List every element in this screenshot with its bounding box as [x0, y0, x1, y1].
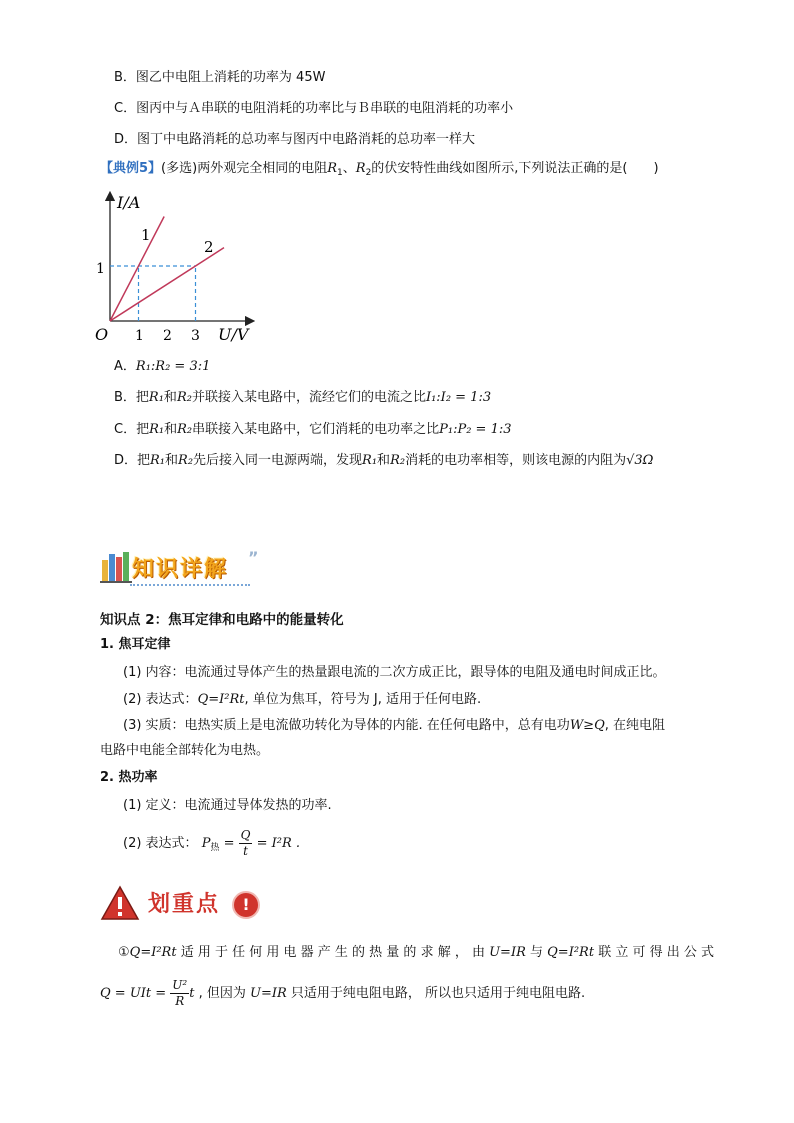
- option-a: A．R₁:R₂ = 3:1: [114, 359, 211, 374]
- quote-mark-icon: ”: [248, 548, 259, 567]
- option-d: D．把R₁和R₂先后接入同一电源两端，发现R₁和R₂消耗的电功率相等，则该电源的内阻为√3Ω: [114, 453, 654, 468]
- joule-law-essence: (3) 实质：电热实质上是电流做功转化为导体的内能. 在任何电路中，总有电功W≥Q, 在纯电阻: [123, 718, 665, 733]
- option-c-prev: C．图丙中与Ａ串联的电阻消耗的功率比与Ｂ串联的电阻消耗的功率小: [114, 101, 514, 116]
- keypoint-title: 划重点: [148, 892, 221, 917]
- y-axis-label: I/A: [117, 193, 141, 212]
- joule-law-essence-cont: 电路中电能全部转化为电热。: [100, 743, 270, 758]
- knowledge-point-title: 知识点 2：焦耳定律和电路中的能量转化: [100, 612, 344, 628]
- heat-power-expression: (2) 表达式： $P_热$ = $\frac{Q}{t}$ = I²R .: [123, 828, 301, 858]
- multi-select-note: (多选): [161, 161, 198, 176]
- option-b-prev: B．图乙中电阻上消耗的功率为 45W: [114, 70, 326, 85]
- y-tick-1: 1: [96, 261, 105, 277]
- keypoint-banner: [100, 883, 300, 923]
- q-over-t-fraction: $\frac{Q}{t}$: [240, 828, 251, 858]
- u2-over-r-fraction: $\frac{\text{U²}}{R}$: [172, 978, 188, 1008]
- keypoint-line-2: Q = UIt = $\frac{\text{U²}}{R}$ t , 但因为 U=IR 只适用于纯电阻电路， 所以也只适用于纯电阻电路.: [100, 978, 586, 1008]
- series-1-label: 1: [141, 226, 151, 244]
- example-tag: 【典例5】: [100, 161, 162, 176]
- joule-law-content: (1) 内容：电流通过导体产生的热量跟电流的二次方成正比，跟导体的电阻及通电时间成正比。: [123, 665, 666, 680]
- option-c: C．把R₁和R₂串联接入某电路中，它们消耗的电功率之比P₁:P₂ = 1:3: [114, 422, 512, 437]
- section-joule-law-title: 1. 焦耳定律: [100, 637, 171, 652]
- series-line-1: [110, 217, 164, 322]
- option-b: B．把R₁和R₂并联接入某电路中，流经它们的电流之比I₁:I₂ = 1:3: [114, 390, 492, 405]
- knowledge-banner: [100, 548, 280, 586]
- banner-underline: [130, 578, 250, 586]
- series-2-label: 2: [204, 238, 214, 256]
- x-axis-label: U/V: [218, 325, 249, 344]
- x-tick-2: 2: [163, 328, 172, 344]
- joule-law-expression: (2) 表达式：Q=I²Rt, 单位为焦耳，符号为 J, 适用于任何电路.: [123, 692, 482, 707]
- heat-power-definition: (1) 定义：电流通过导体发热的功率.: [123, 798, 332, 813]
- keypoint-line-1: ①Q=I²Rt 适 用 于 任 何 用 电 器 产 生 的 热 量 的 求 解 ， 由 U=IR 与 Q=I²Rt 联 立 可 得 出 公 式: [118, 945, 714, 960]
- section-heat-power-title: 2. 热功率: [100, 770, 158, 785]
- exclamation-icon: !: [232, 891, 260, 919]
- books-icon: [100, 548, 134, 584]
- iu-characteristic-chart: [90, 188, 270, 348]
- option-d-prev: D．图丁中电路消耗的总功率与图丙中电路消耗的总功率一样大: [114, 132, 476, 147]
- series-line-2: [110, 248, 224, 321]
- warning-icon: [100, 885, 140, 921]
- x-tick-3: 3: [191, 328, 200, 344]
- x-tick-1: 1: [135, 328, 144, 344]
- example5-stem: 【典例5】(多选)两外观完全相同的电阻$R_1$、$R_2$的伏安特性曲线如图所示,下列说法正确的是( ): [100, 161, 659, 178]
- banner-title: 知识详解: [132, 557, 229, 582]
- origin-label: O: [95, 325, 109, 344]
